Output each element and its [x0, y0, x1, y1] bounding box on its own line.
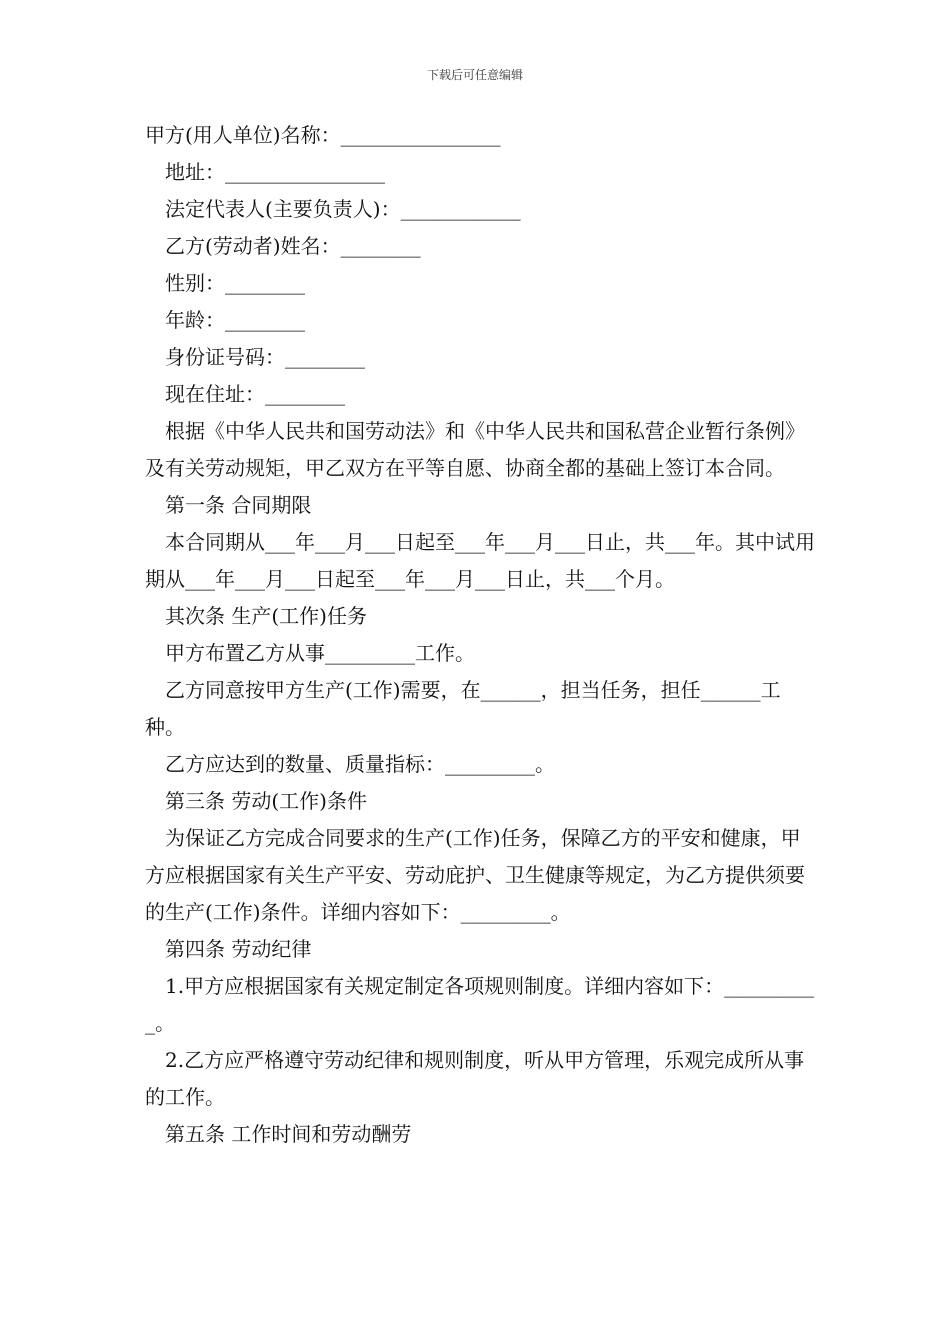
employee-name-line: 乙方(劳动者)姓名：________ [165, 234, 421, 258]
age-line: 年龄：________ [165, 308, 305, 332]
id-number-line: 身份证号码：________ [165, 345, 365, 369]
task-agreement-paragraph: 乙方同意按甲方生产(工作)需要，在______，担当任务，担任______工种。 [145, 678, 781, 739]
article-2-heading: 其次条 生产(工作)任务 [165, 604, 367, 628]
article-4-heading: 第四条 劳动纪律 [165, 937, 312, 961]
article-3-heading: 第三条 劳动(工作)条件 [165, 789, 367, 813]
assignment-line: 甲方布置乙方从事_________工作。 [165, 641, 475, 665]
discipline-item-1: 1.甲方应根据国家有关规定制定各项规则制度。详细内容如下：__________。 [145, 974, 815, 1035]
contract-term-paragraph: 本合同期从___年___月___日起至___年___月___日止，共___年。其中试用期从___年___月___日起至___年___月___日止，共___个月。 [145, 530, 815, 591]
preamble-paragraph: 根据《中华人民共和国劳动法》和《中华人民共和国私营企业暂行条例》及有关劳动规矩，甲乙双方在平等自愿、协商全都的基础上签订本合同。 [145, 419, 805, 480]
discipline-item-2: 2.乙方应严格遵守劳动纪律和规则制度，听从甲方管理，乐观完成所从事的工作。 [145, 1048, 805, 1109]
gender-line: 性别：________ [165, 271, 305, 295]
page-header-note: 下载后可任意编辑 [426, 68, 523, 82]
article-5-heading: 第五条 工作时间和劳动酬劳 [165, 1122, 412, 1146]
working-conditions-paragraph: 为保证乙方完成合同要求的生产(工作)任务，保障乙方的平安和健康，甲方应根据国家有关生产平安、劳动庇护、卫生健康等规定，为乙方提供须要的生产(工作)条件。详细内容如下：_________。 [145, 826, 805, 924]
legal-representative-line: 法定代表人(主要负责人)：____________ [165, 197, 521, 221]
address-line: 地址：________________ [165, 160, 385, 184]
contract-body [145, 117, 815, 1153]
quality-indicator-line: 乙方应达到的数量、质量指标：_________。 [165, 752, 555, 776]
current-address-line: 现在住址：________ [165, 382, 345, 406]
article-1-heading: 第一条 合同期限 [165, 493, 312, 517]
employer-name-line: 甲方(用人单位)名称：________________ [145, 123, 501, 147]
